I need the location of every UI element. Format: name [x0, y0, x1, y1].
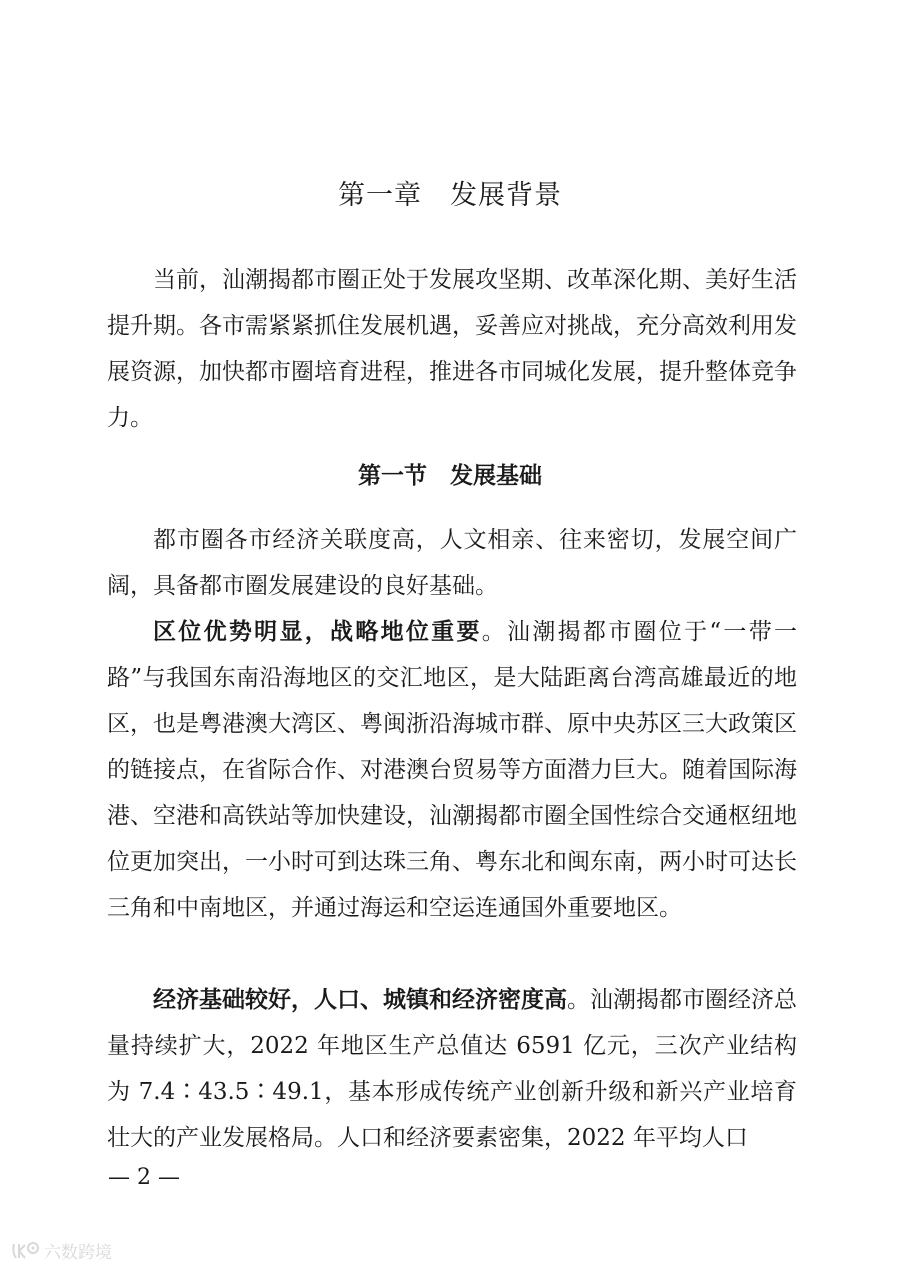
paragraph-economy: [107, 977, 797, 1161]
section-intro-paragraph: 都市圈各市经济关联度高，人文相亲、往来密切，发展空间广阔，具备都市圈发展建设的良好基础。: [107, 527, 797, 599]
paragraph-lead: 经济基础较好，人口、城镇和经济密度高: [153, 987, 567, 1013]
paragraph-body: 。汕潮揭都市圈经济总量持续扩大，2022 年地区生产总值达 6591 亿元，三次产业结构为 7.4∶43.5∶49.1，基本形成传统产业创新升级和新兴产业培育壮大的产业发展格局。人口和经济要素密集，2022 年平均人口: [107, 987, 797, 1151]
paragraph-body: 。汕潮揭都市圈位于“一带一路”与我国东南沿海地区的交汇地区，是大陆距离台湾高雄最近的地区，也是粤港澳大湾区、粤闽浙沿海城市群、原中央苏区三大政策区的链接点，在省际合作、对港澳台贸易等方面潜力巨大。随着国际海港、空港和高铁站等加快建设，汕潮揭都市圈全国性综合交通枢纽地位更加突出，一小时可到达珠三角、粤东北和闽东南，两小时可达长三角和中南地区，并通过海运和空运连通国外重要地区。: [107, 619, 797, 921]
paragraph-lead: 区位优势明显，战略地位重要: [153, 619, 482, 645]
watermark-logo-icon: [10, 1240, 40, 1262]
paragraph-location: [107, 609, 797, 931]
chapter-title: 第一章 发展背景: [338, 180, 562, 211]
watermark-text: 六数跨境: [44, 1243, 112, 1263]
section-title: 第一节 发展基础: [358, 463, 542, 489]
intro-paragraph: 当前，汕潮揭都市圈正处于发展攻坚期、改革深化期、美好生活提升期。各市需紧紧抓住发展机遇，妥善应对挑战，充分高效利用发展资源，加快都市圈培育进程，推进各市同城化发展，提升整体竞争力。: [107, 267, 797, 431]
watermark: [10, 1238, 112, 1263]
page-number: — 2 —: [108, 1165, 180, 1190]
